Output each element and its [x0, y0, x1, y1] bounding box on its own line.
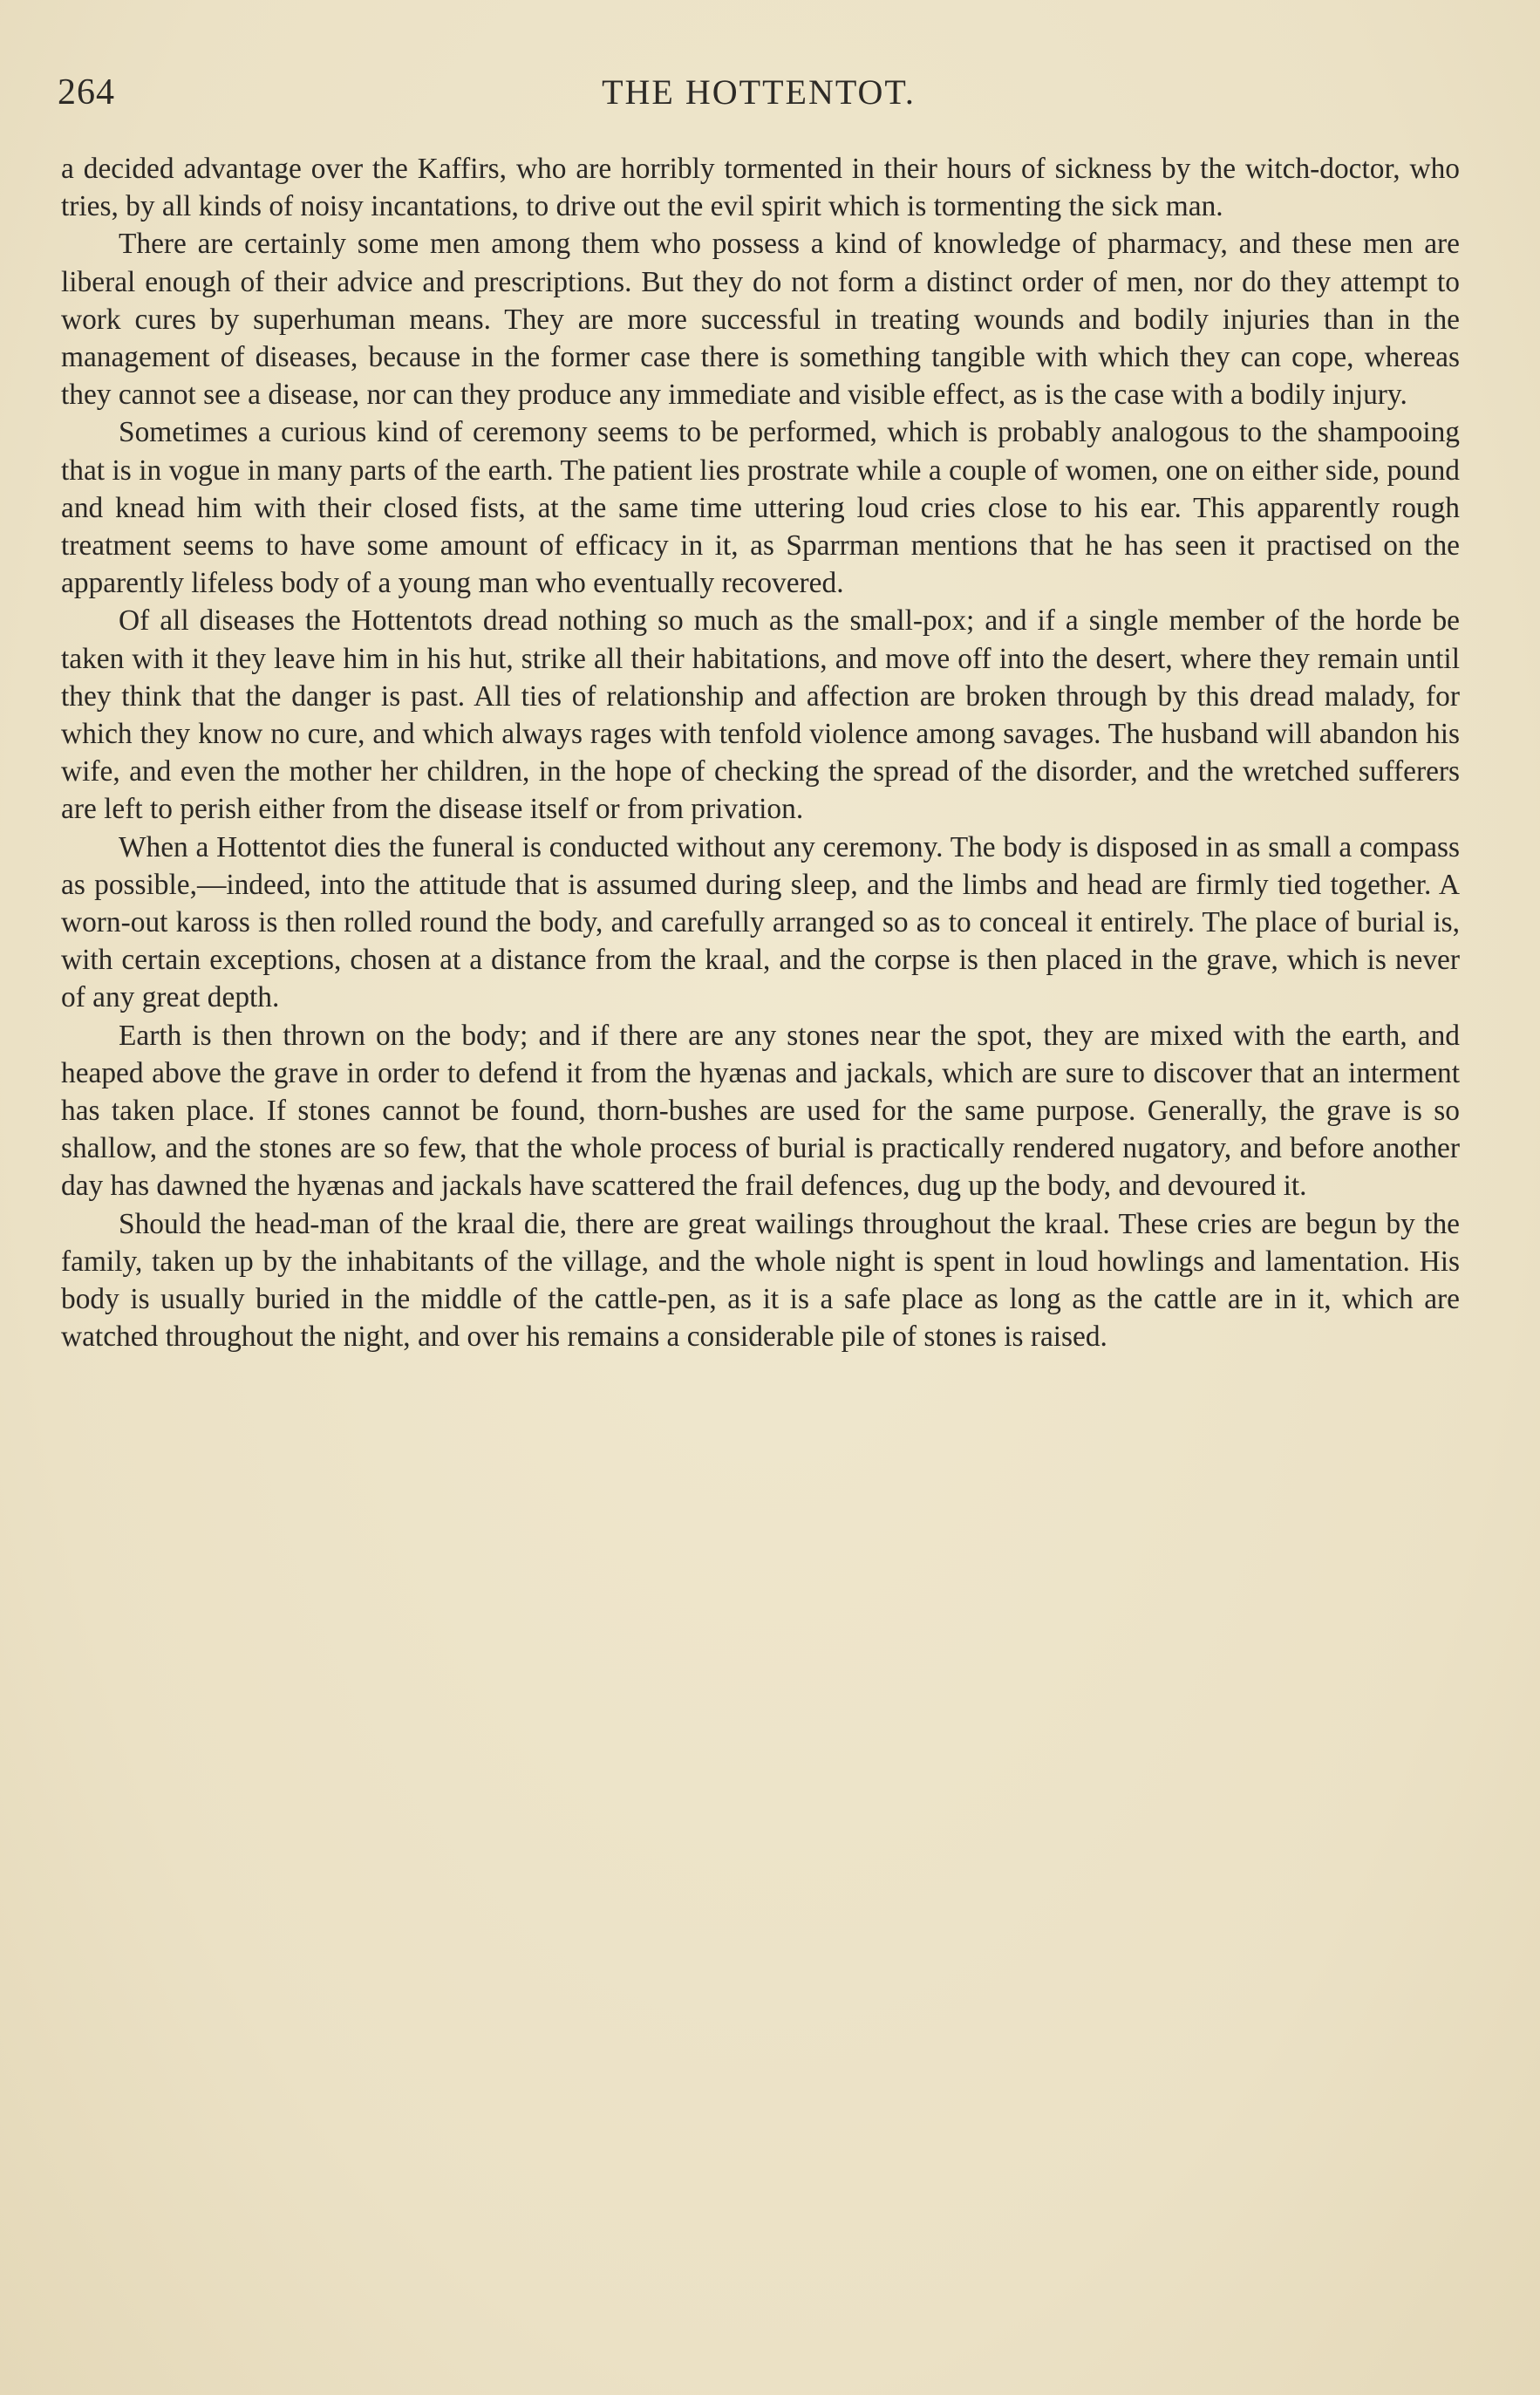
body-text: [61, 150, 1460, 1356]
running-head: THE HOTTENTOT.: [602, 72, 916, 112]
paragraph-small-pox: Of all diseases the Hottentots dread nothing so much as the small-pox; and if a single member of the horde be taken with it they leave him in his hut, strike all their habitations, and move off into the desert, where they remain until they think that the danger is past. All ties of relationship and affection are broken through by this dread malady, for which they know no cure, and which always rages with tenfold violence among savages. The husband will abandon his wife, and even the mother her children, in the hope of checking the spread of the disorder, and the wretched sufferers are left to perish either from the disease itself or from privation.: [61, 604, 1460, 826]
paragraph-continuation: a decided advantage over the Kaffirs, who are horribly tormented in their hours of sickness by the witch-doctor, who tries, by all kinds of noisy incantations, to drive out the evil spirit which is tormenting the sick man.: [61, 153, 1460, 223]
page-header: [58, 72, 1460, 124]
paragraph-shampooing: Sometimes a curious kind of ceremony seems to be performed, which is probably analogous to the shampooing that is in vogue in many parts of the earth. The patient lies prostrate while a couple of women, one on either side, pound and knead him with their closed fists, at the same time uttering loud cries close to his ear. This apparently rough treatment seems to have some amount of efficacy in it, as Sparrman mentions that he has seen it practised on the apparently lifeless body of a young man who eventually recovered.: [61, 416, 1460, 600]
paragraph-burial: Earth is then thrown on the body; and if there are any stones near the spot, they are mixed with the earth, and heaped above the grave in order to defend it from the hyænas and jackals, which are sure to discover that an interment has taken place. If stones cannot be found, thorn-bushes are used for the same purpose. Generally, the grave is so shallow, and the stones are so few, that the whole process of burial is practically rendered nugatory, and before another day has dawned the hyænas and jackals have scattered the frail defences, dug up the body, and devoured it.: [61, 1019, 1460, 1203]
paragraph-pharmacy: There are certainly some men among them who possess a kind of knowledge of pharmacy, and these men are liberal enough of their advice and prescriptions. But they do not form a distinct order of men, nor do they attempt to work cures by superhuman means. They are more successful in treating wounds and bodily injuries than in the management of diseases, because in the former case there is something tangible with which they can cope, whereas they cannot see a disease, nor can they produce any immediate and visible effect, as is the case with a bodily injury.: [61, 228, 1460, 412]
paragraph-head-man: Should the head-man of the kraal die, there are great wailings throughout the kraal. These cries are begun by the family, taken up by the inhabitants of the village, and the whole night is spent in loud howlings and lamentation. His body is usually buried in the middle of the cattle-pen, as it is a safe place as long as the cattle are in it, which are watched throughout the night, and over his remains a considerable pile of stones is raised.: [61, 1207, 1460, 1354]
paragraph-funeral: When a Hottentot dies the funeral is conducted without any ceremony. The body is disposed in as small a compass as possible,—indeed, into the attitude that is assumed during sleep, and the limbs and head are firmly tied together. A worn-out kaross is then rolled round the body, and carefully arranged so as to conceal it entirely. The place of burial is, with certain exceptions, chosen at a distance from the kraal, and the corpse is then placed in the grave, which is never of any great depth.: [61, 830, 1460, 1014]
page-number: 264: [58, 72, 115, 113]
